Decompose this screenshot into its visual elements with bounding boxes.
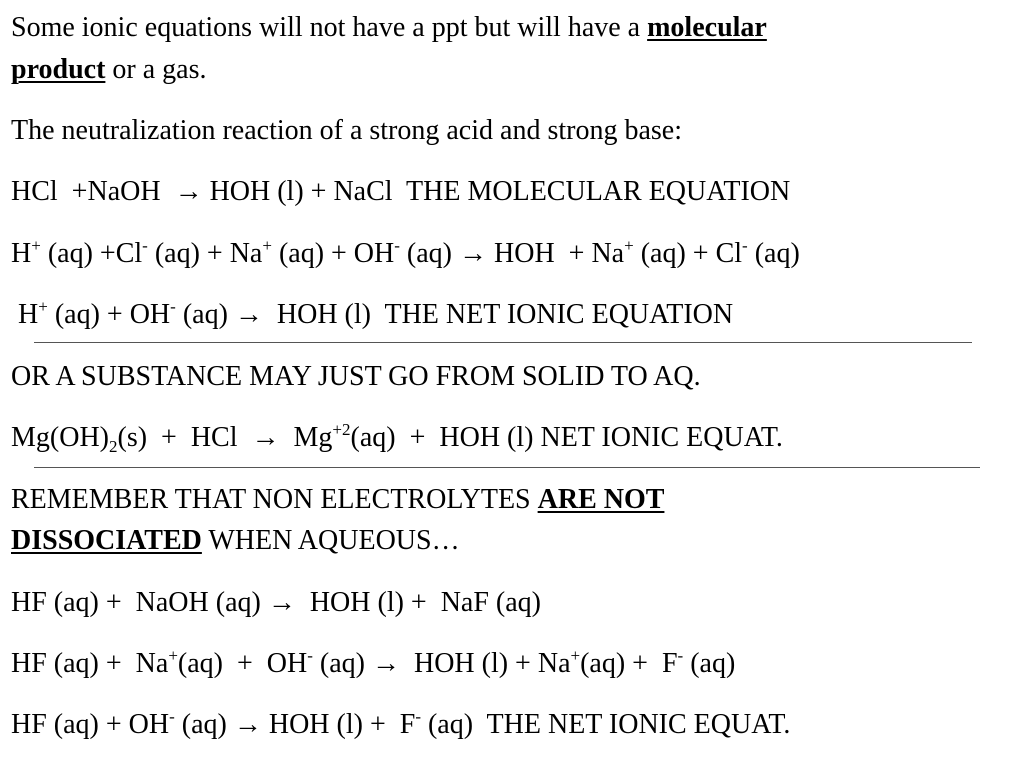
intro-text-end: or a gas. bbox=[105, 54, 207, 85]
mg-net-ionic-equation bbox=[11, 420, 783, 456]
equation-text: (aq) + F bbox=[580, 648, 678, 679]
net-ionic-equation-1 bbox=[11, 297, 734, 330]
solid-to-aq-heading: OR A SUBSTANCE MAY JUST GO FROM SOLID TO AQ. bbox=[11, 361, 701, 392]
molecular-equation bbox=[11, 178, 790, 206]
equation-text: (aq) + HOH (l) NET IONIC EQUAT. bbox=[350, 422, 783, 453]
equation-text: (aq) + Cl bbox=[633, 238, 743, 269]
arrow-icon: → bbox=[459, 238, 487, 269]
arrow-icon: → bbox=[174, 176, 203, 207]
remember-line-2 bbox=[11, 527, 460, 555]
charge-superscript: + bbox=[38, 297, 48, 316]
emphasis-product: product bbox=[11, 54, 106, 85]
equation-text: Mg bbox=[279, 422, 333, 453]
equation-text: (aq) THE NET IONIC EQUAT. bbox=[420, 709, 791, 740]
equation-text: HOH (l) + F bbox=[261, 709, 416, 740]
equation-text: (s) + HCl bbox=[117, 422, 252, 453]
divider-1 bbox=[34, 342, 972, 343]
subscript: 2 bbox=[109, 437, 118, 456]
equation-text: (aq) bbox=[174, 709, 234, 740]
equation-text: HOH (l) THE NET IONIC EQUATION bbox=[262, 299, 734, 330]
charge-superscript: +2 bbox=[332, 420, 351, 439]
equation-text: (aq) bbox=[747, 238, 800, 269]
equation-text: HF (aq) + NaOH (aq) bbox=[11, 587, 268, 618]
charge-superscript: + bbox=[31, 236, 41, 255]
equation-text: (aq) + OH bbox=[47, 299, 171, 330]
equation-text: HF (aq) + OH bbox=[11, 709, 170, 740]
intro-line-2 bbox=[11, 56, 206, 84]
divider-2 bbox=[34, 467, 980, 468]
equation-text: HOH (l) + Na bbox=[399, 648, 571, 679]
charge-superscript: - bbox=[307, 646, 313, 665]
intro-line-1 bbox=[11, 14, 767, 42]
charge-superscript: - bbox=[677, 646, 684, 665]
equation-text: (aq) +Cl bbox=[40, 238, 143, 269]
charge-superscript: - bbox=[170, 297, 176, 316]
equation-text: (aq) bbox=[399, 238, 459, 269]
arrow-icon: → bbox=[233, 709, 262, 740]
charge-superscript: + bbox=[168, 646, 178, 665]
arrow-icon: → bbox=[251, 422, 280, 453]
intro-text: Some ionic equations will not have a ppt but will have a bbox=[11, 12, 648, 43]
hf-complete-ionic-equation bbox=[11, 646, 736, 679]
hf-molecular-equation bbox=[11, 589, 541, 617]
equation-text: HOH (l) + NaF (aq) bbox=[295, 587, 542, 618]
equation-text: HOH + Na bbox=[487, 238, 625, 269]
equation-text: (aq) + OH bbox=[177, 648, 308, 679]
hf-net-ionic-equation bbox=[11, 707, 791, 740]
charge-superscript: + bbox=[262, 236, 272, 255]
equation-text: HCl +NaOH bbox=[11, 176, 175, 207]
complete-ionic-equation bbox=[11, 236, 800, 269]
charge-superscript: - bbox=[742, 236, 748, 255]
charge-superscript: - bbox=[415, 707, 421, 726]
neutralization-heading: The neutralization reaction of a strong acid and strong base: bbox=[11, 115, 682, 146]
equation-text: (aq) bbox=[683, 648, 736, 679]
equation-text: (aq) bbox=[175, 299, 235, 330]
equation-text: (aq) + Na bbox=[147, 238, 263, 269]
equation-text: (aq) bbox=[312, 648, 372, 679]
equation-text: H bbox=[11, 238, 32, 269]
remember-text-end: WHEN AQUEOUS… bbox=[201, 525, 460, 556]
charge-superscript: - bbox=[394, 236, 400, 255]
remember-text: REMEMBER THAT NON ELECTROLYTES bbox=[11, 484, 538, 515]
arrow-icon: → bbox=[267, 587, 296, 618]
emphasis-molecular: molecular bbox=[647, 12, 767, 43]
charge-superscript: + bbox=[570, 646, 581, 665]
equation-text: HOH (l) + NaCl THE MOLECULAR EQUATION bbox=[202, 176, 791, 207]
remember-line-1 bbox=[11, 486, 664, 514]
equation-text: HF (aq) + Na bbox=[11, 648, 169, 679]
equation-text: Mg(OH) bbox=[11, 422, 109, 453]
arrow-icon: → bbox=[371, 648, 400, 679]
charge-superscript: - bbox=[169, 707, 175, 726]
equation-text: (aq) + OH bbox=[271, 238, 395, 269]
arrow-icon: → bbox=[234, 299, 263, 330]
emphasis-dissociated: DISSOCIATED bbox=[11, 525, 202, 556]
charge-superscript: - bbox=[142, 236, 148, 255]
equation-text: H bbox=[11, 299, 39, 330]
charge-superscript: + bbox=[624, 236, 634, 255]
emphasis-are-not: ARE NOT bbox=[537, 484, 665, 515]
